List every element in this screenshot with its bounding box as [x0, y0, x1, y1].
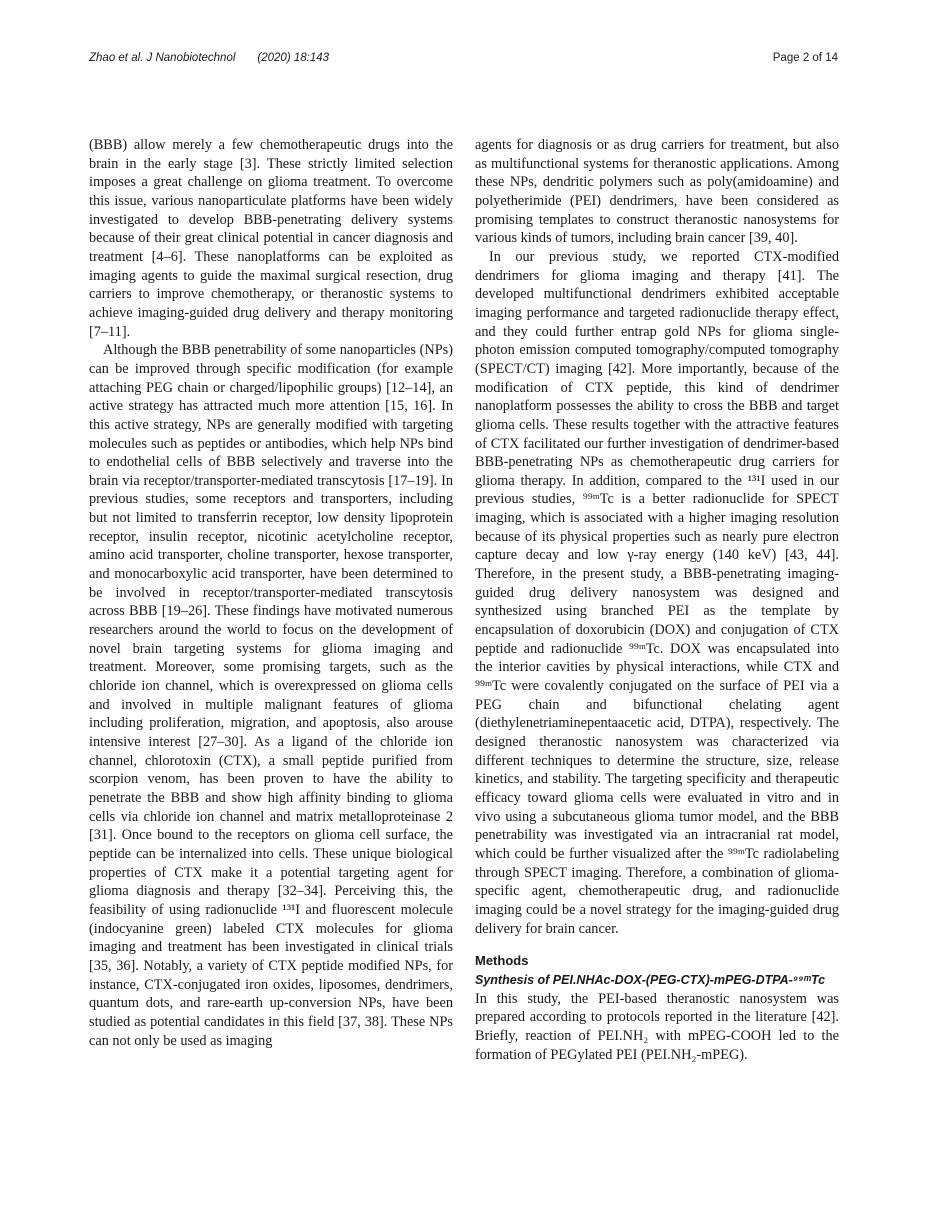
synthesis-subheading: Synthesis of PEI.NHAc-DOX-(PEG-CTX)-mPEG-DTPA-⁹⁹ᵐTc — [475, 972, 826, 987]
right-paragraph-2: In our previous study, we reported CTX-modified dendrimers for glioma imaging and therapy [41]. The developed multifunctional dendrimers exhibited acceptable imaging performance and targeted radionuclide therapy effect, and they could further entrap gold NPs for glioma single-photon emission computed tomography/computed tomography (SPECT/CT) imaging [42]. More importantly, because of the modification of CTX peptide, this kind of dendrimer nanoplatform possesses the ability to cross the BBB and target glioma cells. These results together with the attractive features of CTX facilitated our further investigation of dendrimer-based BBB-penetrating NPs as chemotherapeutic drug carriers for glioma therapy. In addition, compared to the ¹³¹I used in our previous studies, ⁹⁹ᵐTc is a better radionuclide for SPECT imaging, which is associated with a higher imaging resolution because of its physical properties such as nearly pure electron capture decay and low γ-ray energy (140 keV) [43, 44]. Therefore, in the present study, a BBB-penetrating imaging-guided drug delivery nanosystem was designed and synthesized using branched PEI as the template by encapsulation of doxorubicin (DOX) and conjugation of CTX peptide and radionuclide ⁹⁹ᵐTc. DOX was encapsulated into the interior cavities by physical interactions, while CTX and ⁹⁹ᵐTc were covalently conjugated on the surface of PEI via a PEG chain and bifunctional chelating agent (diethylenetriaminepentaacetic acid, DTPA), respectively. The designed theranostic nanosystem was characterized via different techniques to determine the structure, size, release kinetics, and stability. The targeting specificity and therapeutic efficacy toward glioma cells were evaluated in vitro and in vivo using a subcutaneous glioma tumor model, and the BBB penetrability was investigated via an intracranial rat model, which could be further visualized after the ⁹⁹ᵐTc radiolabeling through SPECT imaging. Therefore, a combination of glioma-specific agent, chemotherapeutic drug, and radionuclide imaging could be a novel strategy for the imaging-guided drug delivery for brain cancer. — [475, 248, 839, 937]
methods-heading: Methods — [475, 953, 529, 969]
left-paragraph-2: Although the BBB penetrability of some nanoparticles (NPs) can be improved through specific modification (for example attaching PEG chain or charged/lipophilic groups) [12–14], an active strategy has attracted much more attention [15, 16]. In this active strategy, NPs are generally modified with targeting molecules such as peptides or antibodies, which help NPs bind to endothelial cells of BBB selectively and traverse into the brain via receptor/transporter-mediated transcytosis [17–19]. In previous studies, some receptors and transporters, including but not limited to transferrin receptor, low density lipoprotein receptor, insulin receptor, nicotinic acetylcholine receptor, amino acid transporter, choline transporter, hexose transporter, and monocarboxylic acid transporter, have been determined to be involved in receptor/transporter-mediated transcytosis across BBB [19–26]. These findings have motivated numerous researchers around the world to focus on the development of novel brain targeting systems for glioma imaging and treatment. Moreover, some promising targets, such as the chloride ion channel, which is overexpressed on glioma cells and involved in multiple malignant features of glioma including proliferation, migration, and apoptosis, also arouse intensive interest [27–30]. As a ligand of the chloride ion channel, chlorotoxin (CTX), a small peptide purified from scorpion venom, has been proven to have the ability to penetrate the BBB and show high affinity binding to glioma cells via chloride ion channel and matrix metalloproteinase 2 [31]. Once bound to the receptors on glioma cell surface, the peptide can be internalized into cells. These unique biological properties of CTX make it a potential targeting agent for glioma diagnosis and therapy [32–34]. Perceiving this, the feasibility of using radionuclide ¹³¹I and fluorescent molecule (indocyanine green) labeled CTX molecules for glioma imaging and treatment has been investigated in clinical trials [35, 36]. Notably, a variety of CTX peptide modified NPs, for instance, CTX-conjugated iron oxides, liposomes, dendrimers, quantum dots, and rare-earth up-conversion NPs, have been studied as potential candidates in this field [37, 38]. These NPs can not only be used as imaging — [89, 342, 453, 1049]
page-number: Page 2 of 14 — [772, 52, 838, 64]
left-column — [89, 136, 453, 1050]
right-column — [475, 136, 839, 1064]
page-header — [89, 52, 838, 68]
journal-citation: Zhao et al. J Nanobiotechnol (2020) 18:143 — [89, 52, 330, 64]
right-paragraph-1: agents for diagnosis or as drug carriers for treatment, but also as multifunctional systems for theranostic applications. Among these NPs, dendritic polymers such as poly(amidoamine) and polyetherimide (PEI) dendrimers, have been considered as promising templates to construct theranostic nanosystems for various kinds of tumors, including brain cancer [39, 40]. — [475, 137, 839, 247]
left-paragraph-1: (BBB) allow merely a few chemotherapeutic drugs into the brain in the early stage [3]. These strictly limited selection imposes a great challenge on glioma treatment. To overcome this issue, various nanoparticulate platforms have been widely investigated to develop BBB-penetrating delivery systems because of their great clinical potential in cancer diagnosis and treatment [4–6]. These nanoplatforms can be exploited as imaging agents to guide the maximal surgical resection, drug carriers to improve chemotherapy, or theranostic systems to achieve imaging-guided drug delivery and therapy monitoring [7–11]. — [89, 137, 453, 340]
right-paragraph-3: In this study, the PEI-based theranostic nanosystem was prepared according to protocols reported in the literature [42]. Briefly, reaction of PEI.NH₂ with mPEG-COOH led to the formation of PEGylated PEI (PEI.NH₂-mPEG). — [475, 990, 839, 1063]
